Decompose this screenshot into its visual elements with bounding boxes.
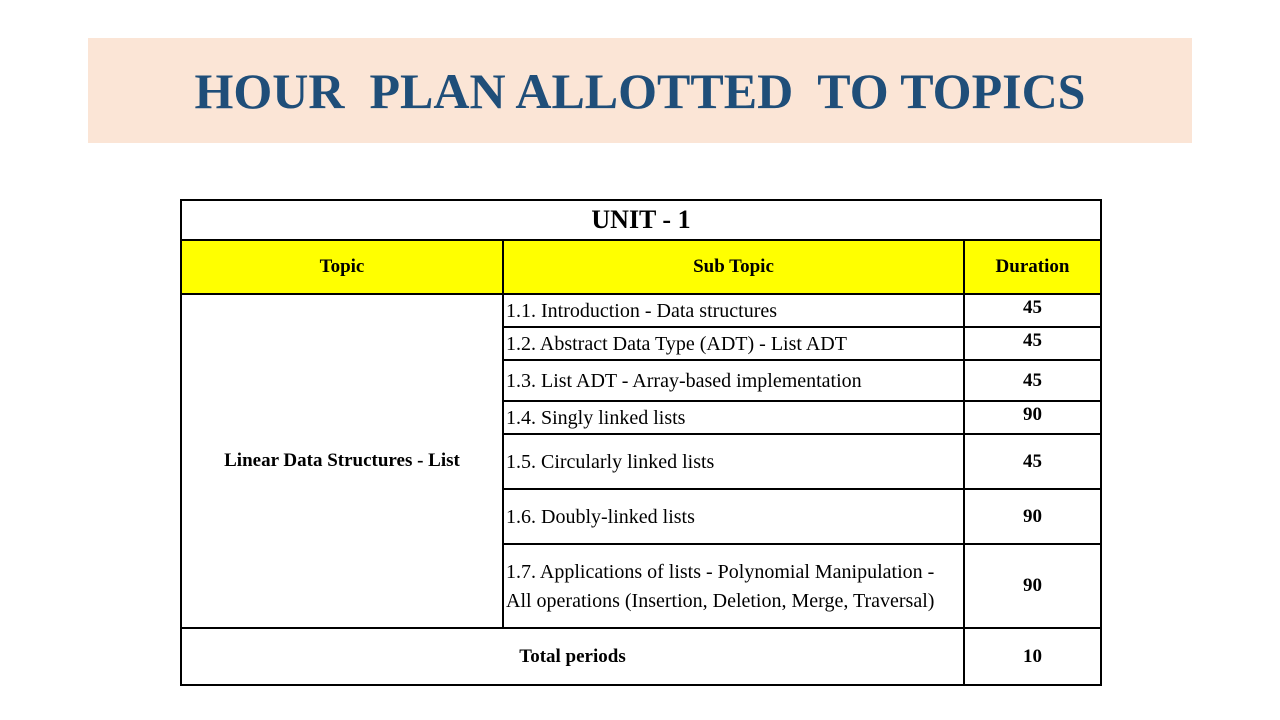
duration-cell: 90: [964, 544, 1101, 628]
total-label: Total periods: [181, 628, 964, 685]
unit-heading: UNIT - 1: [181, 200, 1101, 240]
duration-cell: 45: [964, 434, 1101, 489]
header-row: [181, 240, 1101, 294]
topic-header: Topic: [181, 240, 503, 294]
duration-cell: 45: [964, 294, 1101, 327]
title-banner: [88, 38, 1192, 143]
duration-cell: 90: [964, 489, 1101, 544]
table-row: [181, 294, 1101, 327]
topic-cell: Linear Data Structures - List: [181, 294, 503, 628]
sub-topic-header: Sub Topic: [503, 240, 964, 294]
hour-plan-table: [180, 199, 1102, 686]
duration-cell: 45: [964, 327, 1101, 360]
duration-cell: 90: [964, 401, 1101, 434]
sub-topic-cell: 1.6. Doubly-linked lists: [503, 489, 964, 544]
total-value: 10: [964, 628, 1101, 685]
duration-cell: 45: [964, 360, 1101, 401]
sub-topic-cell: 1.3. List ADT - Array-based implementation: [503, 360, 964, 401]
page-title: HOUR PLAN ALLOTTED TO TOPICS: [194, 62, 1086, 119]
sub-topic-cell: 1.1. Introduction - Data structures: [503, 294, 964, 327]
sub-topic-cell: 1.2. Abstract Data Type (ADT) - List ADT: [503, 327, 964, 360]
unit-row: [181, 200, 1101, 240]
total-row: [181, 628, 1101, 685]
sub-topic-cell: 1.5. Circularly linked lists: [503, 434, 964, 489]
sub-topic-cell: 1.4. Singly linked lists: [503, 401, 964, 434]
sub-topic-cell: 1.7. Applications of lists - Polynomial Manipulation - All operations (Insertion, Deletion, Merge, Traversal): [503, 544, 964, 628]
duration-header: Duration: [964, 240, 1101, 294]
